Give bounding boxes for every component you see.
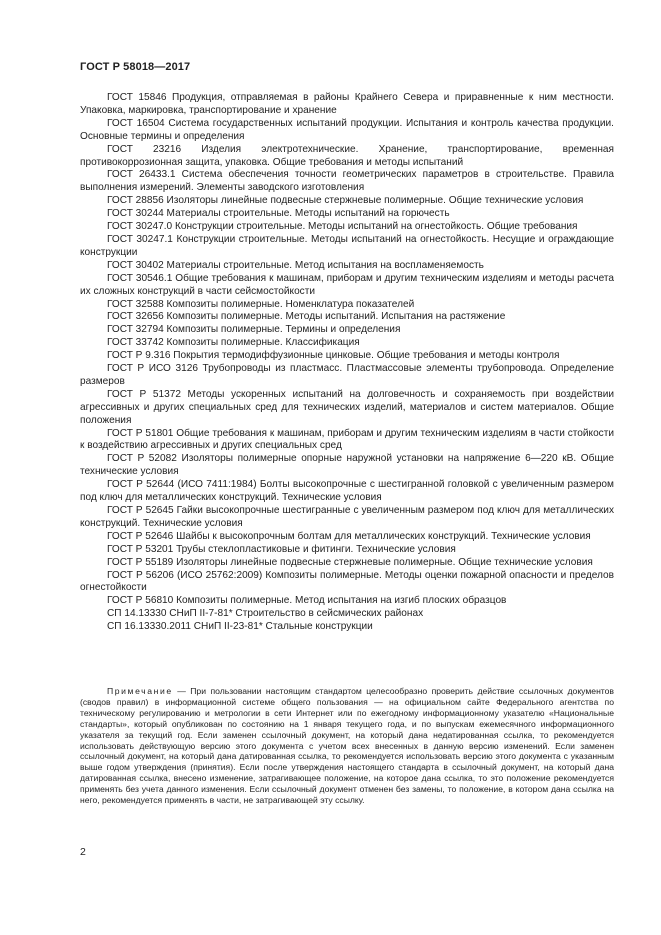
- reference-item: ГОСТ 32794 Композиты полимерные. Термины и определения: [107, 324, 401, 336]
- reference-item: ГОСТ Р 51372 Методы ускоренных испытаний на долговечность и сохраняемость при воздействии агрессивных и других специальных сред для технических изделий, материалов и систем материалов. Общие положения: [80, 388, 614, 426]
- page-header: ГОСТ Р 58018—2017: [80, 61, 191, 73]
- page-number: 2: [80, 846, 86, 858]
- note: [80, 686, 614, 806]
- references-list: [80, 92, 614, 634]
- reference-item: ГОСТ Р 52082 Изоляторы полимерные опорные наружной установки на напряжение 6—220 кВ. Общие технические условия: [80, 453, 614, 478]
- reference-item: ГОСТ Р 51801 Общие требования к машинам, приборам и другим техническим изделиям в части стойкости к воздействию агрессивных и других специальных сред: [80, 427, 614, 452]
- reference-item: ГОСТ 30247.0 Конструкции строительные. Методы испытаний на огнестойкость. Общие требования: [107, 221, 578, 233]
- reference-item: ГОСТ Р 53201 Трубы стеклопластиковые и фитинги. Технические условия: [107, 543, 456, 555]
- reference-item: ГОСТ 23216 Изделия электротехнические. Хранение, транспортирование, временная противокоррозионная защита, упаковка. Общие требования и методы испытаний: [80, 143, 614, 168]
- reference-item: СП 16.13330.2011 СНиП II-23-81* Стальные конструкции: [107, 621, 373, 633]
- reference-item: ГОСТ Р 52645 Гайки высокопрочные шестигранные с увеличенным размером под ключ для металлических конструкций. Технические условия: [80, 505, 614, 529]
- reference-item: ГОСТ 26433.1 Система обеспечения точности геометрических параметров в строительстве. Правила выполнения измерений. Элементы заводского изготовления: [80, 169, 614, 194]
- reference-item: ГОСТ Р 52644 (ИСО 7411:1984) Болты высокопрочные с шестигранной головкой с увеличенным размером под ключ для металлических конструкций. Технические условия: [80, 479, 614, 504]
- reference-item: ГОСТ 33742 Композиты полимерные. Классификация: [107, 337, 360, 349]
- reference-item: ГОСТ Р 9.316 Покрытия термодиффузионные цинковые. Общие требования и методы контроля: [107, 350, 560, 362]
- reference-item: ГОСТ Р 55189 Изоляторы линейные подвесные стержневые полимерные. Общие технические условия: [107, 556, 593, 568]
- reference-item: ГОСТ 15846 Продукция, отправляемая в районы Крайнего Севера и приравненные к ним местности. Упаковка, маркировка, транспортирование и хранение: [80, 92, 614, 116]
- reference-item: ГОСТ 28856 Изоляторы линейные подвесные стержневые полимерные. Общие технические условия: [107, 195, 584, 207]
- note-text: — При пользовании настоящим стандартом целесообразно проверить действие ссылочных документов (сводов правил) в информационной системе общего пользования — на официальном сайте Федерального агентства по техническому регулированию и метрологии в сети Интернет или по ежегодному информационному указателю «Национальные стандарты», который опубликован по состоянию на 1 января текущего года, и по выпускам ежемесячного информационного указателя за текущий год. Если заменен ссылочный документ, на который дана недатированная ссылка, то рекомендуется использовать действующую версию этого документа с учетом всех внесенных в данную версию изменений. Если заменен ссылочный документ, на который дана датированная ссылка, то рекомендуется использовать версию этого документа с указанным выше годом утверждения (принятия). Если после утверждения настоящего стандарта в ссылочный документ, на который дана датированная ссылка, внесено изменение, затрагивающее положение, на которое дана ссылка, то это положение рекомендуется применять без учета данного изменения. Если ссылочный документ отменен без замены, то положение, в котором дана ссылка на него, рекомендуется применять в части, не затрагивающей эту ссылку.: [80, 686, 614, 806]
- reference-item: ГОСТ 30402 Материалы строительные. Метод испытания на воспламеняемость: [107, 259, 484, 271]
- reference-item: ГОСТ 16504 Система государственных испытаний продукции. Испытания и контроль качества продукции. Основные термины и определения: [80, 117, 614, 142]
- reference-item: ГОСТ 32656 Композиты полимерные. Методы испытаний. Испытания на растяжение: [107, 311, 506, 323]
- reference-item: ГОСТ Р 56810 Композиты полимерные. Метод испытания на изгиб плоских образцов: [107, 595, 507, 607]
- note-label: Примечание: [107, 686, 173, 696]
- reference-item: СП 14.13330 СНиП II-7-81* Строительство в сейсмических районах: [107, 608, 424, 620]
- reference-item: ГОСТ Р 52646 Шайбы к высокопрочным болтам для металлических конструкций. Технические условия: [107, 530, 591, 542]
- reference-item: ГОСТ Р ИСО 3126 Трубопроводы из пластмасс. Пластмассовые элементы трубопровода. Определение размеров: [80, 363, 614, 387]
- reference-item: ГОСТ 30247.1 Конструкции строительные. Методы испытаний на огнестойкость. Несущие и ограждающие конструкции: [80, 233, 614, 258]
- reference-item: ГОСТ 32588 Композиты полимерные. Номенклатура показателей: [107, 298, 415, 310]
- reference-item: ГОСТ 30244 Материалы строительные. Методы испытаний на горючесть: [107, 208, 450, 220]
- reference-item: ГОСТ 30546.1 Общие требования к машинам, приборам и другим техническим изделиям и методы расчета их сложных конструкций в части сейсмостойкости: [80, 272, 614, 297]
- reference-item: ГОСТ Р 56206 (ИСО 25762:2009) Композиты полимерные. Методы оценки пожарной опасности и пределов огнестойкости: [80, 569, 614, 594]
